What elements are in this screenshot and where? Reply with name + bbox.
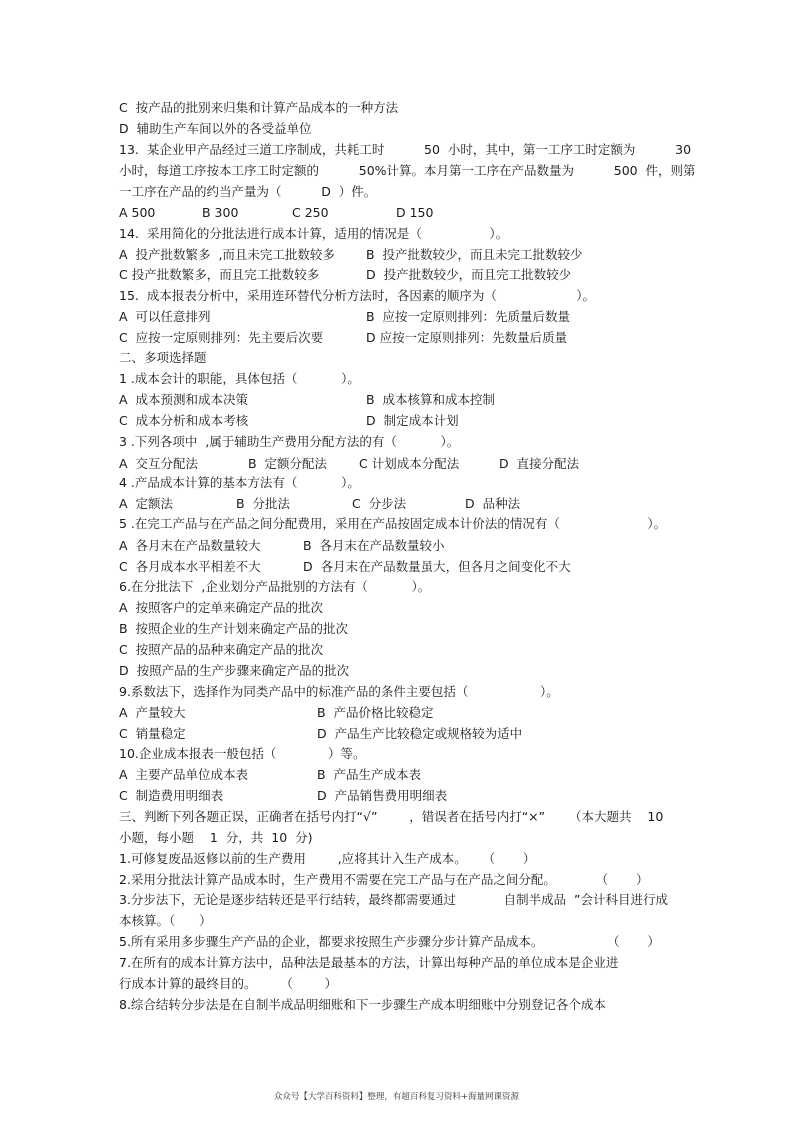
section-heading: 三、判断下列各题正误，正确者在括号内打“√” ，错误者在括号内打“×” （本大题共 10 (119, 809, 664, 824)
question-line: 15. 成本报表分析中，采用连环替代分析方法时，各因素的顺序为（ ）。 (119, 288, 596, 303)
option: C 250 (292, 205, 329, 220)
question-line: 1.可修复废品返修以前的生产费用 ,应将其计入生产成本。 （ ） (119, 851, 536, 866)
option: B 产品价格比较稳定 (317, 705, 434, 720)
option: B 各月末在产品数量较小 (303, 538, 445, 553)
option: A 定额法 (119, 496, 173, 511)
question-line: 5 .在完工产品与在产品之间分配费用，采用在产品按固定成本计价法的情况有（ ）。 (119, 516, 667, 531)
option: C 各月成本水平相差不大 (119, 559, 261, 574)
option: B 产品生产成本表 (317, 767, 422, 782)
option-line: C 按产品的批别来归集和计算产品成本的一种方法 (119, 100, 399, 115)
option: D 品种法 (465, 496, 521, 511)
option: A 各月末在产品数量较大 (119, 538, 261, 553)
option: C 制造费用明细表 (119, 788, 224, 803)
option: C 计划成本分配法 (359, 456, 460, 471)
option: D 直接分配法 (499, 456, 580, 471)
question-line: 5.所有采用多步骤生产产品的企业，都要求按照生产步骤分步计算产品成本。 （ ） (119, 934, 660, 949)
question-line: 2.采用分批法计算产品成本时，生产费用不需要在完工产品与在产品之间分配。 （ ） (119, 872, 649, 887)
option-line: D 辅助生产车间以外的各受益单位 (119, 121, 312, 136)
option: A 可以任意排列 (119, 309, 211, 324)
question-line: 10.企业成本报表一般包括（ ）等。 (119, 746, 366, 761)
option: D 制定成本计划 (366, 413, 459, 428)
question-line: 13. 某企业甲产品经过三道工序制成，共耗工时 50 小时，其中，第一工序工时定额为 30 (119, 142, 692, 157)
option: C 销量稳定 (119, 726, 186, 741)
option: B 300 (202, 205, 239, 220)
option: B 应按一定原则排列：先质量后数量 (366, 309, 571, 324)
option: B 分批法 (236, 496, 291, 511)
section-heading: 二、多项选择题 (119, 350, 207, 365)
option: A 主要产品单位成本表 (119, 767, 248, 782)
option: C 应按一定原则排列：先主要后次要 (119, 330, 324, 345)
option: D 产品生产比较稳定或规格较为适中 (317, 726, 523, 741)
question-line: 小时，每道工序按本工序工时定额的 50%计算。本月第一工序在产品数量为 500 件，则第 (119, 163, 696, 178)
question-line: 6.在分批法下 ,企业划分产品批别的方法有（ ）。 (119, 579, 431, 594)
question-line: 1 .成本会计的职能，具体包括（ ）。 (119, 371, 360, 386)
option: A 产量较大 (119, 705, 186, 720)
option: C 成本分析和成本考核 (119, 413, 249, 428)
option: D 投产批数较少，而且完工批数较少 (366, 267, 572, 282)
option-line: D 按照产品的生产步骤来确定产品的批次 (119, 663, 350, 678)
question-line: 4 .产品成本计算的基本方法有（ ）。 (119, 475, 360, 490)
question-line: 一工序在产品的约当产量为（ D ）件。 (119, 184, 377, 199)
option: A 500 (119, 205, 156, 220)
page-footer: 众众号【大学百科资料】整理，有超百科复习资料+海量网课资源 (273, 1092, 520, 1102)
question-line: 14. 采用简化的分批法进行成本计算，适用的情况是（ ）。 (119, 226, 509, 241)
option: B 成本核算和成本控制 (366, 392, 496, 407)
question-line: 行成本计算的最终目的。 （ ） (119, 976, 338, 991)
option: D 各月末在产品数量虽大，但各月之间变化不大 (303, 559, 571, 574)
question-line: 8.综合结转分步法是在自制半成品明细账和下一步骤生产成本明细账中分别登记各个成本 (119, 997, 606, 1012)
option: C 投产批数繁多，而且完工批数较多 (119, 267, 320, 282)
option: A 成本预测和成本决策 (119, 392, 248, 407)
question-line: 3.分步法下，无论是逐步结转还是平行结转，最终都需要通过 自制半成品 ”会计科目进行成 (119, 892, 669, 907)
option: D 150 (396, 205, 434, 220)
option: C 分步法 (352, 496, 407, 511)
option-line: B 按照企业的生产计划来确定产品的批次 (119, 621, 349, 636)
question-line: 9.系数法下，选择作为同类产品中的标准产品的条件主要包括（ ）。 (119, 684, 559, 699)
question-line: 7.在所有的成本计算方法中，品种法是最基本的方法，计算出每种产品的单位成本是企业进 (119, 955, 619, 970)
option: A 投产批数繁多 ,而且未完工批数较多 (119, 247, 335, 262)
option: B 投产批数较少，而且未完工批数较少 (366, 247, 583, 262)
option-line: A 按照客户的定单来确定产品的批次 (119, 600, 323, 615)
section-heading: 小题，每小题 1 分，共 10 分) (119, 830, 313, 845)
option: D 应按一定原则排列：先数量后质量 (366, 330, 568, 345)
option: B 定额分配法 (248, 456, 328, 471)
option: D 产品销售费用明细表 (317, 788, 448, 803)
option-line: C 按照产品的品种来确定产品的批次 (119, 642, 324, 657)
option: A 交互分配法 (119, 456, 198, 471)
question-line: 3 .下列各项中 ,属于辅助生产费用分配方法的有（ ）。 (119, 434, 460, 449)
question-line: 本核算。（ ） (119, 913, 212, 928)
